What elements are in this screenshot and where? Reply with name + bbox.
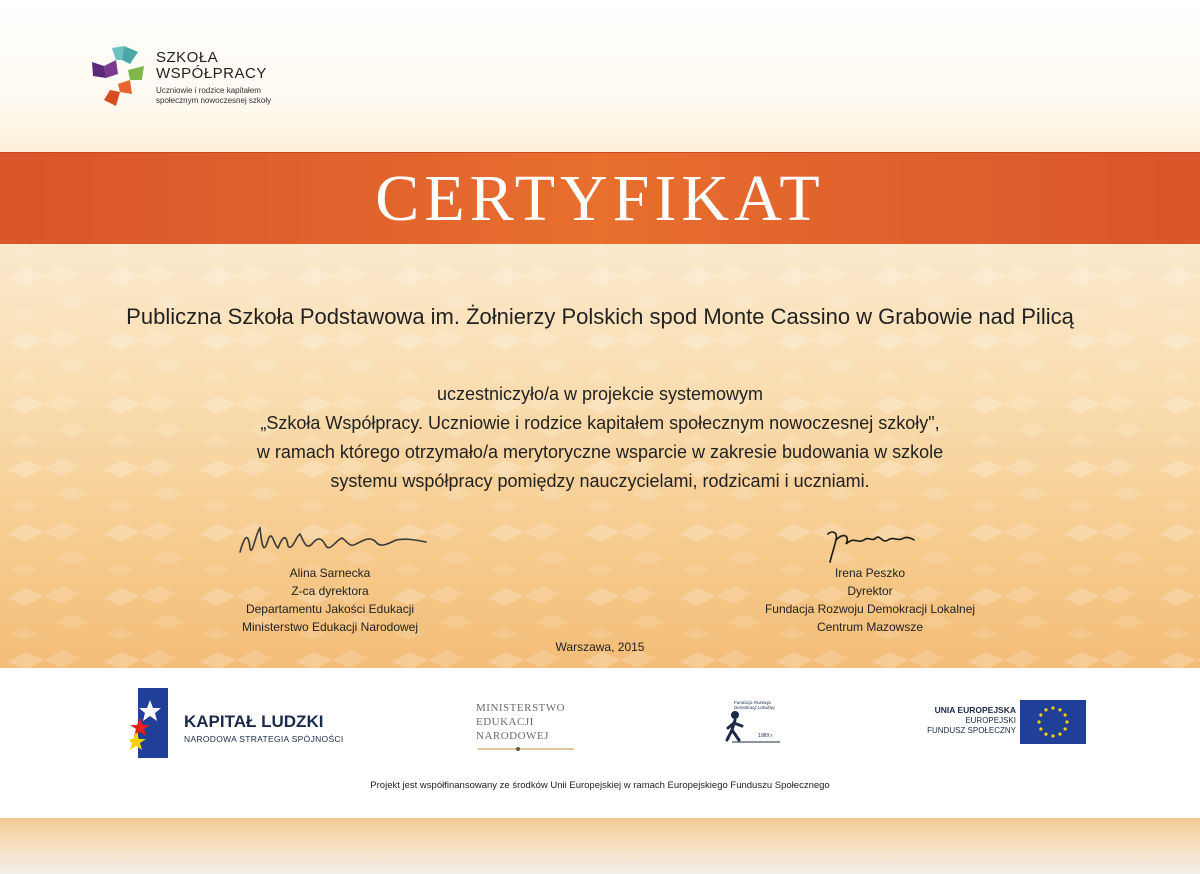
body-line-2: „Szkoła Współpracy. Uczniowie i rodzice kapitałem społecznym nowoczesnej szkoły",: [260, 413, 940, 433]
szkola-wspolpracy-logo: [90, 46, 300, 112]
signatory-left: [200, 518, 460, 638]
eu-star: [1058, 708, 1061, 711]
certificate-body: [0, 244, 1200, 668]
eu-line-1: UNIA EUROPEJSKA: [934, 705, 1016, 715]
frdl-name: Fundacja Rozwoju Demokracji Lokalnej: [734, 700, 775, 710]
eu-line-2: EUROPEJSKI: [965, 716, 1016, 725]
eu-star: [1065, 720, 1068, 723]
header-area: [0, 0, 1200, 152]
signatory-right-name: Irena Peszko: [834, 566, 906, 580]
eu-star: [1051, 706, 1054, 709]
signature-right-icon: [810, 518, 930, 564]
eu-star: [1037, 720, 1040, 723]
logo-title: [156, 50, 267, 82]
eu-star: [1044, 733, 1047, 736]
ministry-line-1: MINISTERSTWO: [476, 702, 566, 714]
eu-line-3: FUNDUSZ SPOŁECZNY: [927, 726, 1016, 735]
eu-star: [1058, 733, 1061, 736]
ministry-underline-icon: [478, 746, 574, 752]
eu-star: [1064, 713, 1067, 716]
eu-star: [1064, 727, 1067, 730]
eu-star: [1039, 727, 1042, 730]
body-line-1: uczestniczyło/a w projekcie systemowym: [436, 384, 764, 404]
signatory-left-role: Z-ca dyrektora: [291, 584, 369, 598]
signatory-right-institution: Centrum Mazowsze: [816, 620, 924, 634]
signature-left-icon: [230, 518, 430, 564]
body-line-4: systemu współpracy pomiędzy nauczycielami, rodzicami i uczniami.: [330, 471, 870, 491]
signatory-right-role: Dyrektor: [847, 584, 893, 598]
eu-text: [927, 704, 1016, 736]
eu-star: [1051, 734, 1054, 737]
certificate-text: [100, 380, 1100, 496]
kapital-ludzki-title: KAPITAŁ LUDZKI: [184, 712, 324, 731]
ministry-line-2: EDUKACJI: [476, 716, 534, 728]
logo-title-line2: WSPÓŁPRACY: [156, 65, 267, 82]
kapital-ludzki-logo: [130, 688, 360, 760]
body-line-3: w ramach którego otrzymało/a merytoryczne wsparcie w zakresie budowania w szkole: [256, 442, 944, 462]
signatory-left-institution: Ministerstwo Edukacji Narodowej: [241, 620, 419, 634]
eu-logo: [900, 700, 1090, 748]
cofinancing-note: Projekt jest współfinansowany ze środków Unii Europejskiej w ramach Europejskiego Funduszu Społecznego: [370, 780, 830, 791]
signatory-left-department: Departamentu Jakości Edukacji: [245, 602, 415, 616]
ministry-logo-text: [476, 703, 586, 742]
recipient-name: Publiczna Szkoła Podstawowa im. Żołnierzy Polskich spod Monte Cassino w Grabowie nad Pilicą: [126, 304, 1074, 329]
signatory-right: [720, 518, 1020, 638]
kapital-ludzki-icon: [130, 688, 174, 758]
signatory-left-name: Alina Sarnecka: [289, 566, 371, 580]
eu-star: [1039, 713, 1042, 716]
bottom-strip: [0, 818, 1200, 874]
eu-flag-icon: [1020, 700, 1086, 744]
ministry-logo: [476, 700, 586, 756]
kapital-ludzki-subtitle: NARODOWA STRATEGIA SPÓJNOŚCI: [184, 734, 344, 744]
frdl-logo: [722, 696, 788, 748]
logo-subtitle-line1: Uczniowie i rodzice kapitałem: [156, 86, 261, 95]
place-date: Warszawa, 2015: [555, 640, 645, 654]
signatory-right-department: Fundacja Rozwoju Demokracji Lokalnej: [764, 602, 976, 616]
flower-logo-icon: [90, 46, 146, 108]
logo-title-line1: SZKOŁA: [156, 49, 219, 66]
logo-subtitle-line2: społecznym nowoczesnej szkoły: [156, 96, 272, 105]
logo-subtitle: [156, 86, 306, 106]
footer: [0, 668, 1200, 818]
frdl-year: 1989 r.: [758, 733, 774, 739]
eu-star: [1044, 708, 1047, 711]
title-banner: [0, 152, 1200, 246]
certificate-title: CERTYFIKAT: [375, 162, 825, 235]
ministry-line-3: NARODOWEJ: [476, 730, 549, 742]
